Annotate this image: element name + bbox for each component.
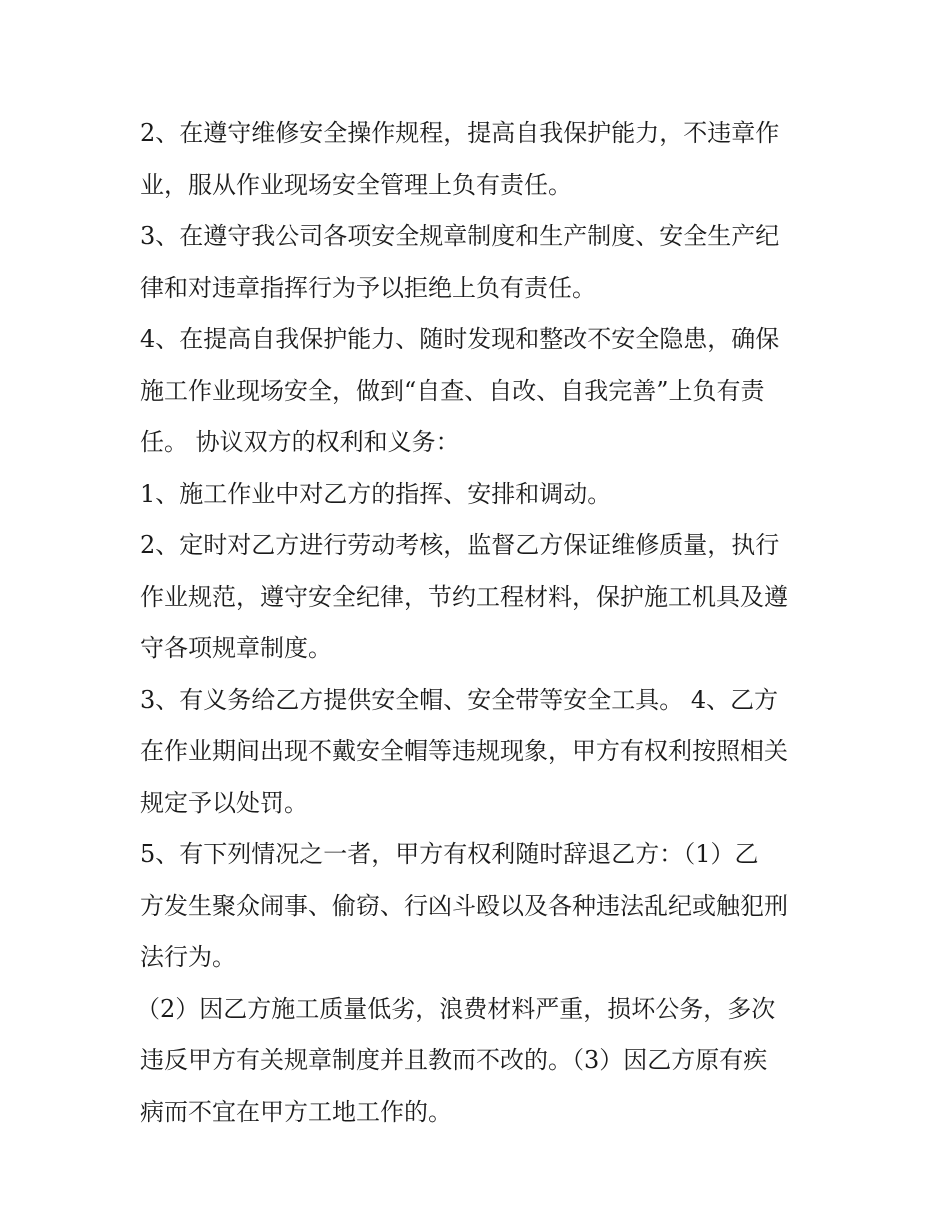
text-line: 守各项规章制度。 — [140, 634, 332, 662]
text-line: 规定予以处罚。 — [140, 788, 308, 817]
text-line: 病而不宜在甲方工地工作的。 — [140, 1097, 452, 1126]
text-line: （2）因乙方施工质量低劣，浪费材料严重，损坏公务，多次 — [136, 994, 776, 1023]
text-line: 5、有下列情况之一者，甲方有权利随时辞退乙方：（1）乙 — [140, 840, 759, 868]
text-line: 2、定时对乙方进行劳动考核，监督乙方保证维修质量，执行 — [140, 531, 780, 559]
text-line: 施工作业现场安全，做到“自查、自改、自我完善”上负有责 — [140, 376, 765, 405]
text-line: 作业规范，遵守安全纪律，节约工程材料，保护施工机具及遵 — [140, 582, 788, 611]
text-line: 3、在遵守我公司各项安全规章制度和生产制度、安全生产纪 — [140, 222, 780, 250]
text-line: 业，服从作业现场安全管理上负有责任。 — [140, 170, 572, 199]
text-line: 在作业期间出现不戴安全帽等违规现象，甲方有权利按照相关 — [140, 737, 788, 765]
document-body — [136, 108, 820, 1138]
text-line: 任。 协议双方的权利和义务： — [140, 428, 460, 456]
text-line: 律和对违章指挥行为予以拒绝上负有责任。 — [140, 273, 596, 302]
text-line: 方发生聚众闹事、偷窃、行凶斗殴以及各种违法乱纪或触犯刑 — [140, 891, 788, 920]
text-line: 违反甲方有关规章制度并且教而不改的。（3）因乙方原有疾 — [140, 1046, 768, 1074]
text-line: 4、在提高自我保护能力、随时发现和整改不安全隐患，确保 — [140, 325, 780, 353]
text-line: 3、有义务给乙方提供安全帽、安全带等安全工具。 4、乙方 — [140, 685, 779, 714]
text-line: 1、施工作业中对乙方的指挥、安排和调动。 — [140, 479, 612, 508]
text-line: 2、在遵守维修安全操作规程，提高自我保护能力，不违章作 — [140, 119, 780, 147]
text-line: 法行为。 — [140, 943, 236, 971]
